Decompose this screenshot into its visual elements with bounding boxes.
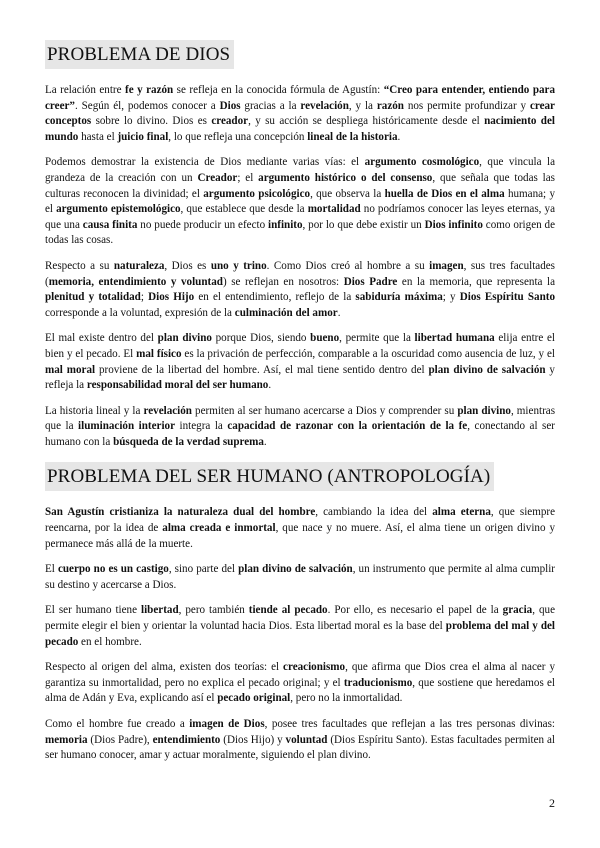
bold-term: tiende al pecado [248,604,328,617]
bold-term: sabiduría máxima [355,291,443,304]
text-run: , cambiando la idea del [315,506,433,519]
text-run: y refleja la [45,363,555,392]
bold-term: alma eterna [432,506,491,519]
text-run: La historia lineal y la [45,404,144,417]
bold-term: mal físico [136,347,182,360]
bold-term: cuerpo no es un castigo [57,563,169,576]
text-run: permiten al ser humano acercarse a Dios y comprender su [191,404,458,417]
text-run: , permite que la [339,332,415,345]
bold-term: argumento epistemológico [56,203,181,216]
text-run: , y la [348,99,377,112]
text-run: , que nace y no muere. Así, el alma tiene un origen divino y permanece más allá de la muerte. [45,522,555,550]
bold-term: pecado original [217,692,291,705]
bold-term: plenitud y totalidad [45,291,141,304]
text-run: como origen de todas las cosas. [45,218,555,247]
bold-term: libertad humana [414,332,495,345]
paragraph [45,717,555,764]
paragraph [45,155,555,249]
text-run: , posee tres facultades que reflejan a las tres personas divinas: [264,718,556,730]
bold-term: creador [211,115,249,128]
text-run: Como el hombre fue creado a [45,718,190,730]
text-run: corresponde a la voluntad, expresión de la [45,306,235,319]
bold-term: revelación [300,99,349,112]
bold-term: razón [376,99,404,112]
bold-term: mortalidad [307,203,361,216]
bold-term: revelación [143,404,192,417]
text-run: . Como Dios creó al hombre a su [266,259,430,272]
bold-term: argumento histórico o del consenso [258,171,433,184]
bold-term: culminación del amor [234,306,338,319]
bold-term: alma creada e inmortal [162,522,276,535]
bold-term: búsqueda de la verdad suprema [113,435,264,448]
bold-term: plan divino [157,332,212,345]
paragraph [45,259,555,321]
text-run: El ser humano tiene [45,604,142,617]
text-run: Respecto al origen del alma, existen dos teorías: el [45,661,284,674]
bold-term: fe y razón [125,84,174,96]
text-run: , que señala que todas las culturas reconocen la divinidad; el [45,171,556,200]
section-title-dios: PROBLEMA DE DIOS [45,40,234,69]
section-title-ser-humano: PROBLEMA DEL SER HUMANO (ANTROPOLOGÍA) [45,462,494,491]
bold-term: juicio final [117,130,169,143]
text-run: La relación entre [45,84,125,96]
text-run: Podemos demostrar la existencia de Dios mediante varias vías: el [45,156,365,169]
text-run: en la memoria, que representa la [397,275,556,288]
text-run: ) se reflejan en nosotros: [222,275,344,288]
bold-term: plan divino de salvación [238,563,353,576]
text-run: , que establece que desde la [180,203,308,216]
page-number: 2 [549,796,555,810]
bold-term: infinito [268,218,303,231]
text-run: (Dios Hijo) y [220,733,286,746]
text-run: , que sostiene que heredamos el alma de Adán y Eva, explicando así el [45,676,555,705]
text-run: no podríamos conocer las leyes eternas, ya que una [45,203,555,231]
text-run: no puede producir un efecto [137,218,268,231]
text-run: . [397,130,401,143]
text-run: (Dios Espíritu Santo). Estas facultades permiten al ser humano conocer, amar y actuar moralmente, siguiendo el plan divino. [45,733,556,762]
text-run: , Dios es [164,259,211,272]
bold-term: lineal de la historia [307,130,398,143]
text-run: , pero también [178,604,249,617]
text-run: , sino parte del [168,563,239,576]
bold-term: libertad [141,604,179,617]
text-run: Respecto a su [45,259,114,272]
text-run: ; [140,291,149,304]
paragraph [45,660,555,707]
text-run: , que observa la [310,187,385,200]
bold-term: causa finita [82,218,138,231]
text-run: se refleja en la conocida fórmula de Agustín: [173,84,384,96]
text-run: ; y [442,291,460,304]
bold-term: “Creo para entender, entiendo para creer” [45,84,556,112]
text-run: , lo que refleja una concepción [168,130,308,143]
text-run: . [263,435,267,448]
bold-term: bueno [310,332,340,345]
text-run: El [45,563,58,576]
text-run: (Dios Padre), [87,733,153,746]
bold-term: Dios Espíritu Santo [459,291,555,304]
text-run: humana; y el [45,187,555,216]
text-run: . [337,306,341,319]
text-run: en el hombre. [78,635,142,648]
bold-term: entendimiento [152,733,221,746]
text-run: ; el [237,171,259,184]
bold-term: mal moral [45,363,96,376]
bold-term: naturaleza [113,259,165,272]
bold-term: Dios infinito [424,218,483,231]
bold-term: argumento psicológico [203,187,311,200]
text-run: , que vincula la grandeza de la creación con un [45,156,556,184]
text-run: hasta el [78,130,118,143]
bold-term: memoria [45,733,88,746]
paragraph [45,505,555,552]
bold-term: Dios Hijo [148,291,195,304]
text-run: . Según él, podemos conocer a [74,99,220,112]
bold-term: gracia [502,604,533,617]
bold-term: argumento cosmológico [364,156,480,169]
text-run: , mientras que la [45,404,556,433]
bold-term: iluminación interior [78,420,176,433]
bold-term: Dios Padre [343,275,398,288]
bold-term: plan divino [457,404,511,417]
paragraph [45,404,555,451]
paragraph [45,83,555,145]
text-run: , que siempre reencarna, por la idea de [45,506,555,535]
text-run: gracias a la [240,99,301,112]
text-run: , un instrumento que permite al alma cumplir su destino y acercarse a Dios. [45,563,555,591]
text-run: , que permite elegir el bien y orientar la voluntad hacia Dios. Esta libertad moral es la base del [45,604,555,633]
text-run: , y su acción se despliega históricamente desde el [248,115,485,128]
bold-term: Creador [197,171,238,184]
text-run: . [268,379,272,392]
bold-term: memoria, entendimiento y voluntad [48,275,223,288]
text-run: El mal existe dentro del [45,332,158,345]
text-run: en el entendimiento, reflejo de la [194,291,356,304]
bold-term: huella de Dios en el alma [384,187,505,200]
text-run: , por lo que debe existir un [302,218,425,231]
text-run: integra la [175,420,228,433]
text-run: es la privación de perfección, comparable a la oscuridad como ausencia de luz, y el [181,347,555,360]
bold-term: imagen [429,259,464,272]
text-run: , pero no la inmortalidad. [290,692,403,705]
text-run: elija entre el bien y el pecado. El [45,332,555,360]
bold-term: imagen de Dios [189,718,265,730]
bold-term: voluntad [285,733,328,746]
bold-term: crear conceptos [45,99,555,128]
paragraph [45,562,555,593]
bold-term: nacimiento del mundo [45,115,555,143]
bold-term: problema del mal y del pecado [45,620,555,648]
bold-term: traducionismo [343,676,413,689]
text-run: , que afirma que Dios crea el alma al nacer y garantiza su inmortalidad, pero no explica el pecado original; y el [45,661,555,689]
text-run: sobre lo divino. Dios es [91,115,212,128]
text-run: . Por ello, es necesario el papel de la [327,604,503,617]
text-run: porque Dios, siendo [211,332,311,345]
text-run: , conectando al ser humano con la [45,420,555,448]
text-run: proviene de la libertad del hombre. Así, el mal tiene sentido dentro del [95,363,429,376]
bold-term: capacidad de razonar con la orientación de la fe [227,420,468,433]
paragraph [45,603,555,650]
bold-term: responsabilidad moral del ser humano [86,379,269,392]
bold-term: creacionismo [283,661,346,674]
text-run: nos permite profundizar y [403,99,530,112]
bold-term: Dios [219,99,241,112]
bold-term: San Agustín cristianiza la naturaleza dual del hombre [45,506,316,519]
bold-term: uno y trino [210,259,267,272]
bold-term: plan divino de salvación [428,363,546,376]
text-run: , sus tres facultades ( [45,259,555,288]
paragraph [45,331,555,393]
